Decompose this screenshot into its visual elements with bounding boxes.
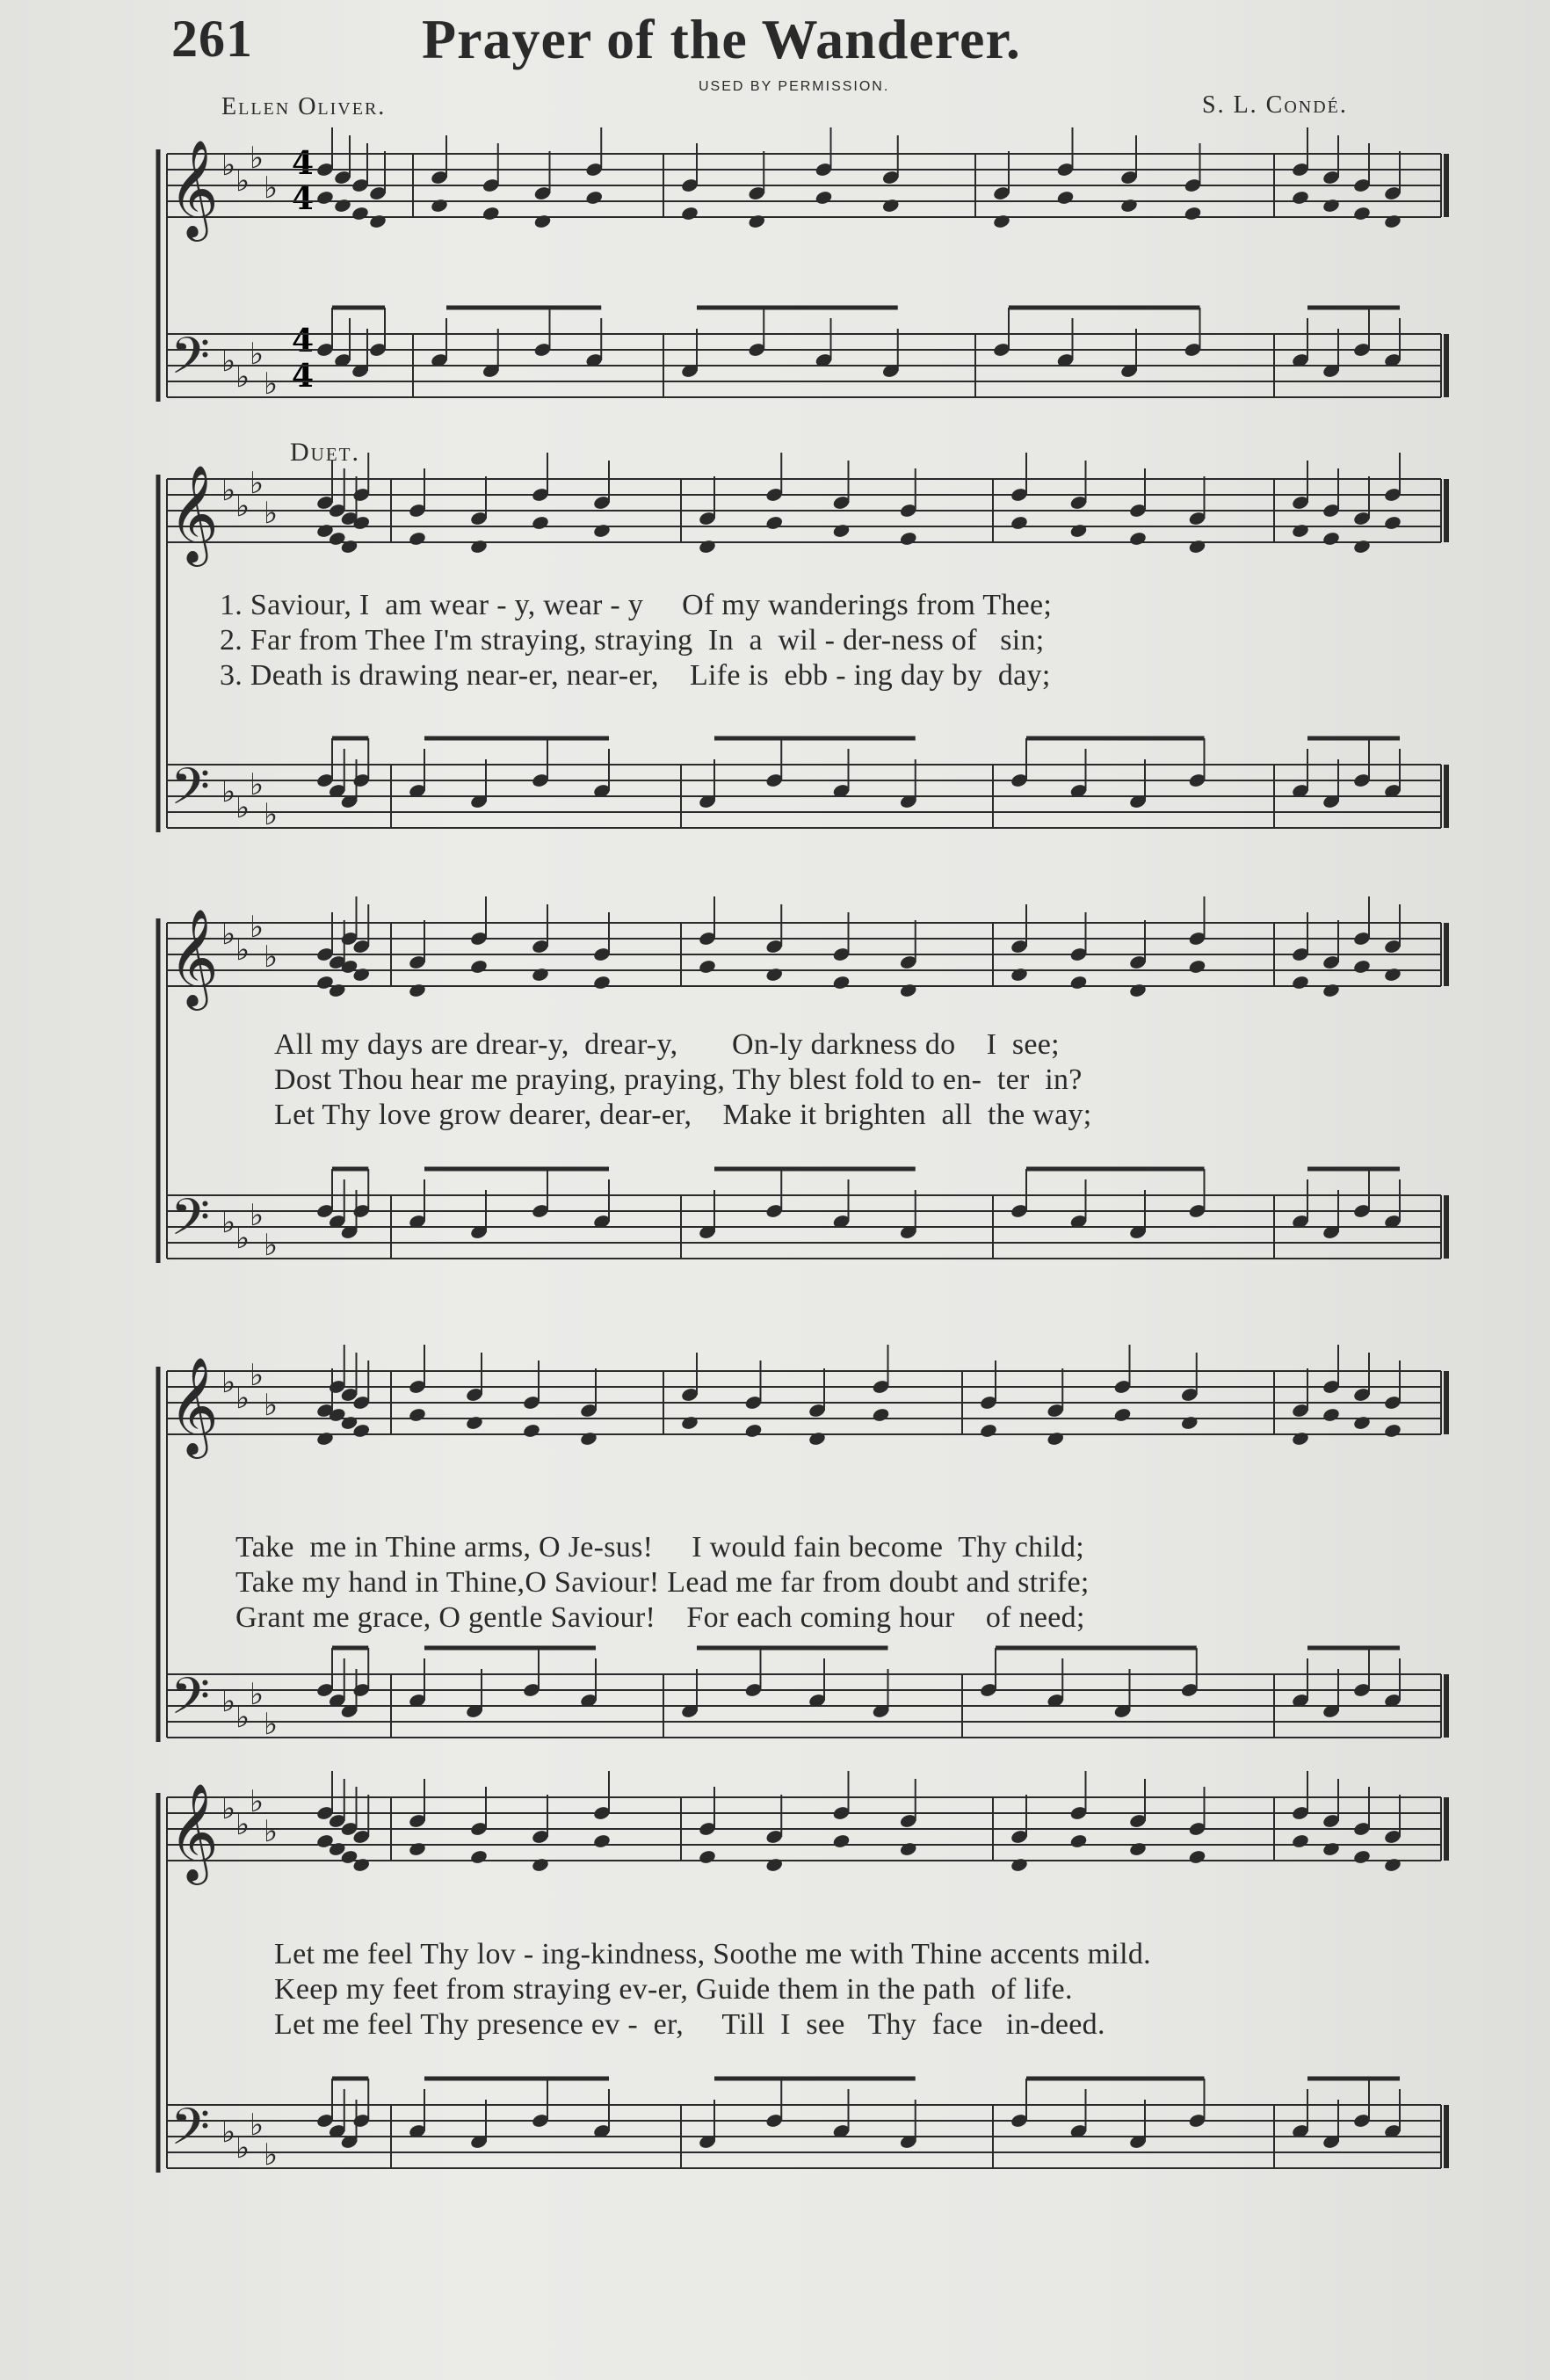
treble-note bbox=[408, 1841, 426, 1857]
verse-line: Grant me grace, O gentle Saviour! For each coming hour of need; bbox=[235, 1601, 1085, 1634]
treble-note bbox=[531, 967, 549, 983]
treble-note bbox=[1291, 1833, 1309, 1849]
treble-note bbox=[430, 198, 448, 214]
treble-note bbox=[351, 206, 369, 221]
treble-note bbox=[1184, 206, 1202, 221]
bass-time-sig-top: 4 bbox=[292, 323, 315, 359]
treble-note bbox=[992, 214, 1010, 229]
flat-icon: ♭ bbox=[264, 171, 279, 206]
duet-label: Duet. bbox=[290, 438, 360, 467]
treble-clef-icon: 𝄞 bbox=[169, 464, 219, 562]
flat-icon: ♭ bbox=[235, 1381, 250, 1416]
flat-icon: ♭ bbox=[264, 1388, 279, 1423]
treble-note bbox=[808, 1431, 826, 1447]
verse-line: 3. Death is drawing near-er, near-er, Life is ebb - ing day by day; bbox=[220, 659, 1051, 692]
treble-clef-icon: 𝄞 bbox=[169, 139, 219, 237]
treble-note bbox=[469, 1849, 488, 1865]
verse-line: 2. Far from Thee I'm straying, straying In a wil - der-ness of sin; bbox=[220, 624, 1045, 657]
treble-note bbox=[765, 515, 784, 531]
treble-note bbox=[1322, 198, 1340, 214]
treble-note bbox=[872, 1407, 890, 1423]
treble-note bbox=[832, 1833, 851, 1849]
treble-note bbox=[680, 1415, 699, 1431]
flat-icon: ♭ bbox=[250, 1784, 264, 1819]
flat-icon: ♭ bbox=[264, 366, 279, 402]
treble-note bbox=[1010, 967, 1028, 983]
bass-clef-icon: 𝄢 bbox=[170, 326, 211, 398]
treble-note bbox=[1069, 523, 1088, 539]
treble-note bbox=[1322, 531, 1340, 547]
treble-note bbox=[408, 1407, 426, 1423]
flat-icon: ♭ bbox=[221, 473, 236, 508]
treble-note bbox=[979, 1423, 997, 1439]
hymn-number: 261 bbox=[171, 10, 253, 68]
treble-note bbox=[469, 959, 488, 975]
treble-note bbox=[1188, 959, 1206, 975]
flat-icon: ♭ bbox=[235, 1700, 250, 1735]
treble-note bbox=[832, 975, 851, 990]
treble-note bbox=[1383, 1857, 1402, 1873]
lyricist-credit: Ellen Oliver. bbox=[221, 93, 387, 120]
treble-note bbox=[1291, 1431, 1309, 1447]
verse-line: Let me feel Thy presence ev - er, Till I see Thy face in-deed. bbox=[274, 2008, 1105, 2041]
treble-note bbox=[1322, 1407, 1340, 1423]
bass-clef-icon: 𝄢 bbox=[170, 1666, 211, 1738]
treble-note bbox=[881, 198, 900, 214]
flat-icon: ♭ bbox=[264, 1814, 279, 1849]
treble-note bbox=[765, 1857, 784, 1873]
flat-icon: ♭ bbox=[250, 1358, 264, 1393]
treble-note bbox=[1383, 515, 1402, 531]
treble-note bbox=[1383, 214, 1402, 229]
flat-icon: ♭ bbox=[250, 337, 264, 372]
flat-icon: ♭ bbox=[235, 359, 250, 395]
treble-note bbox=[592, 1833, 611, 1849]
verse-line: Take my hand in Thine,O Saviour! Lead me far from doubt and strife; bbox=[235, 1566, 1090, 1599]
verse-line: All my days are drear-y, drear-y, On-ly darkness do I see; bbox=[274, 1028, 1060, 1061]
flat-icon: ♭ bbox=[250, 1677, 264, 1712]
treble-time-sig-top: 4 bbox=[292, 145, 315, 182]
flat-icon: ♭ bbox=[235, 2130, 250, 2166]
bass-clef-icon: 𝄢 bbox=[170, 757, 211, 829]
flat-icon: ♭ bbox=[221, 917, 236, 952]
treble-note bbox=[1383, 967, 1402, 983]
flat-icon: ♭ bbox=[221, 1684, 236, 1719]
treble-note bbox=[333, 198, 351, 214]
treble-note bbox=[315, 1431, 334, 1447]
treble-note bbox=[592, 523, 611, 539]
flat-icon: ♭ bbox=[221, 2115, 236, 2150]
treble-note bbox=[1056, 190, 1075, 206]
treble-note bbox=[899, 1841, 917, 1857]
treble-note bbox=[1188, 1849, 1206, 1865]
treble-note bbox=[1352, 1849, 1371, 1865]
verse-line: 1. Saviour, I am wear - y, wear - y Of my wanderings from Thee; bbox=[220, 589, 1053, 621]
bass-clef-icon: 𝄢 bbox=[170, 1187, 211, 1259]
flat-icon: ♭ bbox=[235, 163, 250, 199]
treble-note bbox=[1322, 1841, 1340, 1857]
treble-note bbox=[1128, 531, 1147, 547]
flat-icon: ♭ bbox=[250, 141, 264, 176]
treble-note bbox=[585, 190, 604, 206]
treble-note bbox=[408, 983, 426, 998]
treble-note bbox=[899, 983, 917, 998]
flat-icon: ♭ bbox=[221, 1205, 236, 1240]
bass-time-sig-bottom: 4 bbox=[292, 358, 315, 395]
treble-note bbox=[765, 967, 784, 983]
treble-note bbox=[368, 214, 387, 229]
treble-note bbox=[832, 523, 851, 539]
composer-credit: S. L. Condé. bbox=[1202, 91, 1348, 119]
treble-clef-icon: 𝄞 bbox=[169, 908, 219, 1006]
treble-note bbox=[1352, 206, 1371, 221]
verse-line: Let me feel Thy lov - ing-kindness, Soothe me with Thine accents mild. bbox=[274, 1938, 1151, 1970]
flat-icon: ♭ bbox=[264, 797, 279, 832]
hymn-title: Prayer of the Wanderer. bbox=[422, 8, 1021, 70]
treble-note bbox=[1291, 523, 1309, 539]
flat-icon: ♭ bbox=[221, 1365, 236, 1400]
flat-icon: ♭ bbox=[235, 790, 250, 825]
treble-note bbox=[1322, 983, 1340, 998]
treble-note bbox=[482, 206, 500, 221]
flat-icon: ♭ bbox=[250, 1198, 264, 1233]
verse-line: Keep my feet from straying ev-er, Guide them in the path of life. bbox=[274, 1973, 1073, 2006]
flat-icon: ♭ bbox=[221, 148, 236, 183]
treble-note bbox=[1010, 515, 1028, 531]
flat-icon: ♭ bbox=[250, 910, 264, 945]
treble-note bbox=[1352, 539, 1371, 555]
treble-note bbox=[531, 515, 549, 531]
treble-note bbox=[1128, 1841, 1147, 1857]
treble-note bbox=[698, 539, 716, 555]
flat-icon: ♭ bbox=[221, 344, 236, 379]
treble-clef-icon: 𝄞 bbox=[169, 1782, 219, 1881]
verse-line: Dost Thou hear me praying, praying, Thy blest fold to en- ter in? bbox=[274, 1063, 1083, 1096]
treble-note bbox=[1291, 190, 1309, 206]
flat-icon: ♭ bbox=[235, 489, 250, 524]
treble-note bbox=[408, 531, 426, 547]
treble-note bbox=[315, 190, 334, 206]
treble-note bbox=[1069, 975, 1088, 990]
treble-note bbox=[1010, 1857, 1028, 1873]
flat-icon: ♭ bbox=[264, 1228, 279, 1263]
flat-icon: ♭ bbox=[235, 1221, 250, 1256]
flat-icon: ♭ bbox=[264, 2137, 279, 2173]
flat-icon: ♭ bbox=[250, 767, 264, 802]
permission-note: USED BY PERMISSION. bbox=[699, 79, 890, 94]
flat-icon: ♭ bbox=[250, 2108, 264, 2143]
treble-note bbox=[1128, 983, 1147, 998]
treble-note bbox=[680, 206, 699, 221]
flat-icon: ♭ bbox=[250, 466, 264, 501]
treble-note bbox=[533, 214, 552, 229]
flat-icon: ♭ bbox=[221, 774, 236, 809]
treble-note bbox=[465, 1415, 483, 1431]
treble-note bbox=[1291, 975, 1309, 990]
time-signatures bbox=[292, 145, 314, 395]
flat-icon: ♭ bbox=[264, 1707, 279, 1742]
flat-icon: ♭ bbox=[264, 496, 279, 531]
treble-note bbox=[1113, 1407, 1132, 1423]
treble-note bbox=[1069, 1833, 1088, 1849]
treble-note bbox=[592, 975, 611, 990]
treble-note bbox=[579, 1431, 598, 1447]
treble-note bbox=[899, 531, 917, 547]
treble-note bbox=[1352, 959, 1371, 975]
treble-note bbox=[744, 1423, 763, 1439]
treble-note bbox=[522, 1423, 540, 1439]
treble-note bbox=[698, 1849, 716, 1865]
treble-time-sig-bottom: 4 bbox=[292, 180, 315, 217]
treble-note bbox=[1047, 1431, 1065, 1447]
treble-note bbox=[1180, 1415, 1199, 1431]
flat-icon: ♭ bbox=[221, 1791, 236, 1826]
flat-icon: ♭ bbox=[235, 1807, 250, 1842]
treble-note bbox=[1119, 198, 1138, 214]
verse-line: Let Thy love grow dearer, dear-er, Make it brighten all the way; bbox=[274, 1099, 1092, 1131]
treble-clef-icon: 𝄞 bbox=[169, 1356, 219, 1455]
treble-note bbox=[1383, 1423, 1402, 1439]
treble-note bbox=[1352, 1415, 1371, 1431]
treble-note bbox=[1188, 539, 1206, 555]
treble-note bbox=[815, 190, 833, 206]
verse-line: Take me in Thine arms, O Je-sus! I would fain become Thy child; bbox=[235, 1531, 1085, 1564]
treble-note bbox=[698, 959, 716, 975]
flat-icon: ♭ bbox=[235, 932, 250, 968]
flat-icon: ♭ bbox=[264, 940, 279, 975]
treble-note bbox=[469, 539, 488, 555]
treble-note bbox=[748, 214, 766, 229]
treble-note bbox=[531, 1857, 549, 1873]
bass-clef-icon: 𝄢 bbox=[170, 2097, 211, 2169]
